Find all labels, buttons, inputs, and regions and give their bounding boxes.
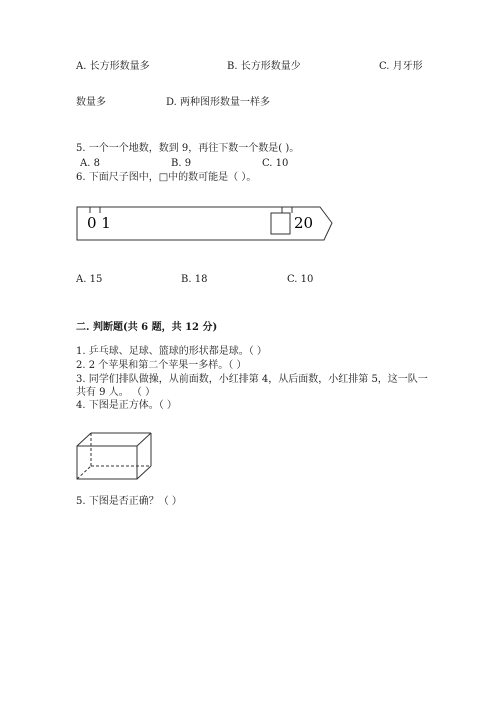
ruler-blank-box [271, 213, 290, 234]
option-5b: B. 9 [171, 158, 192, 169]
judge-item-1: 1. 乒乓球、足球、篮球的形状都是球。（ ） [76, 346, 267, 357]
section-2-heading: 二. 判断题(共 6 题，共 12 分) [76, 322, 218, 333]
cuboid-hidden-edge [77, 466, 91, 479]
cuboid-edge [77, 433, 91, 446]
option-4a: A. 长方形数量多 [76, 61, 150, 72]
question-5-stem: 5. 一个一个地数，数到 9，再往下数一个数是( )。 [76, 143, 300, 154]
option-5c: C. 10 [262, 158, 289, 169]
option-5a: A. 8 [80, 158, 100, 169]
option-4d: D. 两种图形数量一样多 [166, 97, 271, 108]
judge-item-3: 3. 同学们排队做操，从前面数，小红排第 4，从后面数，小红排第 5，这一队一 [76, 374, 428, 385]
cuboid-figure [76, 432, 156, 482]
option-4b: B. 长方形数量少 [227, 61, 301, 72]
option-6b: B. 18 [181, 274, 208, 285]
ruler-left-label: 0 1 [87, 214, 111, 232]
judge-item-2: 2. 2 个苹果和第二个苹果一多样。（ ） [76, 360, 247, 371]
judge-item-4: 4. 下图是正方体。（ ） [76, 400, 177, 411]
ruler-right-label: 20 [294, 214, 314, 232]
cuboid-front-face [77, 446, 137, 479]
option-4c-continued: 数量多 [76, 97, 106, 108]
option-6c: C. 10 [287, 274, 314, 285]
judge-item-3-continued: 共有 9 人。 （ ） [76, 387, 156, 398]
cuboid-edge [137, 466, 151, 479]
option-6a: A. 15 [76, 274, 103, 285]
judge-item-5: 5. 下图是否正确？（ ） [76, 496, 182, 507]
option-4c: C. 月牙形 [379, 61, 423, 72]
question-6-stem: 6. 下面尺子图中，□中的数可能是（ ）。 [76, 172, 257, 183]
cuboid-edge [137, 433, 151, 446]
ruler-figure [76, 204, 336, 244]
